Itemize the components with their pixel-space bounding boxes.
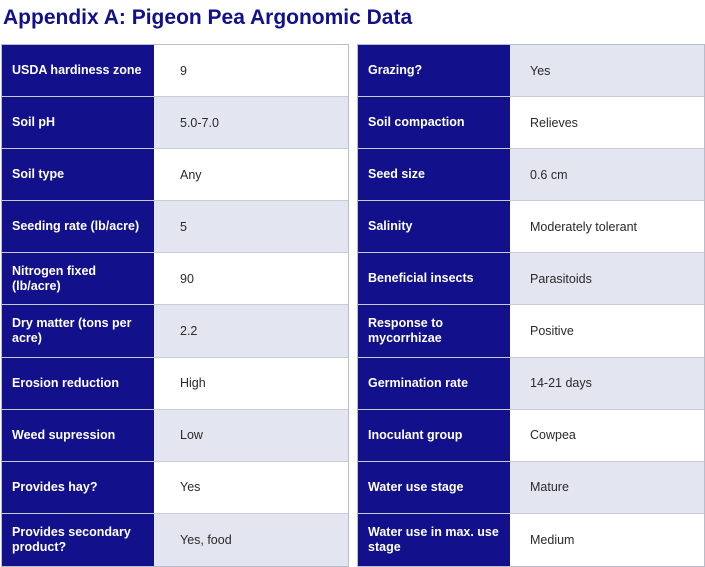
table-row [358, 358, 704, 410]
row-value: 5 [154, 201, 348, 252]
page-title: Appendix A: Pigeon Pea Argonomic Data [3, 6, 413, 29]
row-value: Positive [530, 324, 574, 339]
table-row [2, 358, 348, 410]
table-row [358, 45, 704, 97]
table-row [358, 253, 704, 305]
row-value: Yes [510, 45, 704, 96]
row-value: 14-21 days [510, 358, 704, 409]
row-label: Soil pH [2, 97, 154, 148]
row-value: Cowpea [530, 428, 576, 443]
row-value: Moderately tolerant [530, 219, 638, 234]
row-value: Yes, food [154, 514, 348, 566]
row-label: Provides hay? [2, 462, 154, 513]
row-label: Soil type [2, 149, 154, 200]
row-label: Soil compaction [358, 97, 510, 148]
row-label: Erosion reduction [2, 358, 154, 409]
row-label: Germination rate [358, 358, 510, 409]
row-label: Weed supression [2, 410, 154, 461]
row-label: Grazing? [358, 45, 510, 96]
table-row [358, 201, 704, 253]
row-label: USDA hardiness zone [2, 45, 154, 96]
row-value: Mature [510, 462, 704, 513]
row-label: Beneficial insects [358, 253, 510, 304]
row-value: 90 [180, 271, 194, 286]
row-label: Response to mycorrhizae [358, 305, 510, 356]
row-label: Dry matter (tons per acre) [2, 305, 154, 356]
row-label: Provides secondary product? [2, 514, 154, 566]
row-value: 5.0-7.0 [154, 97, 348, 148]
row-value: Relieves [530, 115, 578, 130]
table-row [358, 149, 704, 201]
right-data-table [357, 44, 705, 567]
row-value: 0.6 cm [510, 149, 704, 200]
row-value: 2.2 [154, 305, 348, 356]
row-value: Low [154, 410, 348, 461]
row-label: Nitrogen fixed (lb/acre) [2, 253, 154, 304]
row-value: 9 [180, 63, 187, 78]
row-value: Parasitoids [510, 253, 704, 304]
table-row [2, 201, 348, 253]
left-data-table [1, 44, 349, 567]
row-label: Seed size [358, 149, 510, 200]
row-value: Yes [180, 480, 201, 495]
row-value: Any [180, 167, 202, 182]
table-row [2, 97, 348, 149]
table-row [358, 462, 704, 514]
row-value: Medium [530, 532, 575, 547]
table-row [2, 149, 348, 201]
table-row [2, 45, 348, 97]
row-label: Water use stage [358, 462, 510, 513]
row-label: Seeding rate (lb/acre) [2, 201, 154, 252]
table-row [2, 253, 348, 305]
row-value: High [180, 376, 206, 391]
table-row [2, 462, 348, 514]
table-row [2, 410, 348, 462]
row-label: Inoculant group [358, 410, 510, 461]
row-label: Water use in max. use stage [358, 514, 510, 566]
table-row [358, 410, 704, 462]
table-row [2, 514, 348, 566]
table-row [358, 305, 704, 357]
row-label: Salinity [358, 201, 510, 252]
table-row [358, 97, 704, 149]
table-row [358, 514, 704, 566]
table-row [2, 305, 348, 357]
